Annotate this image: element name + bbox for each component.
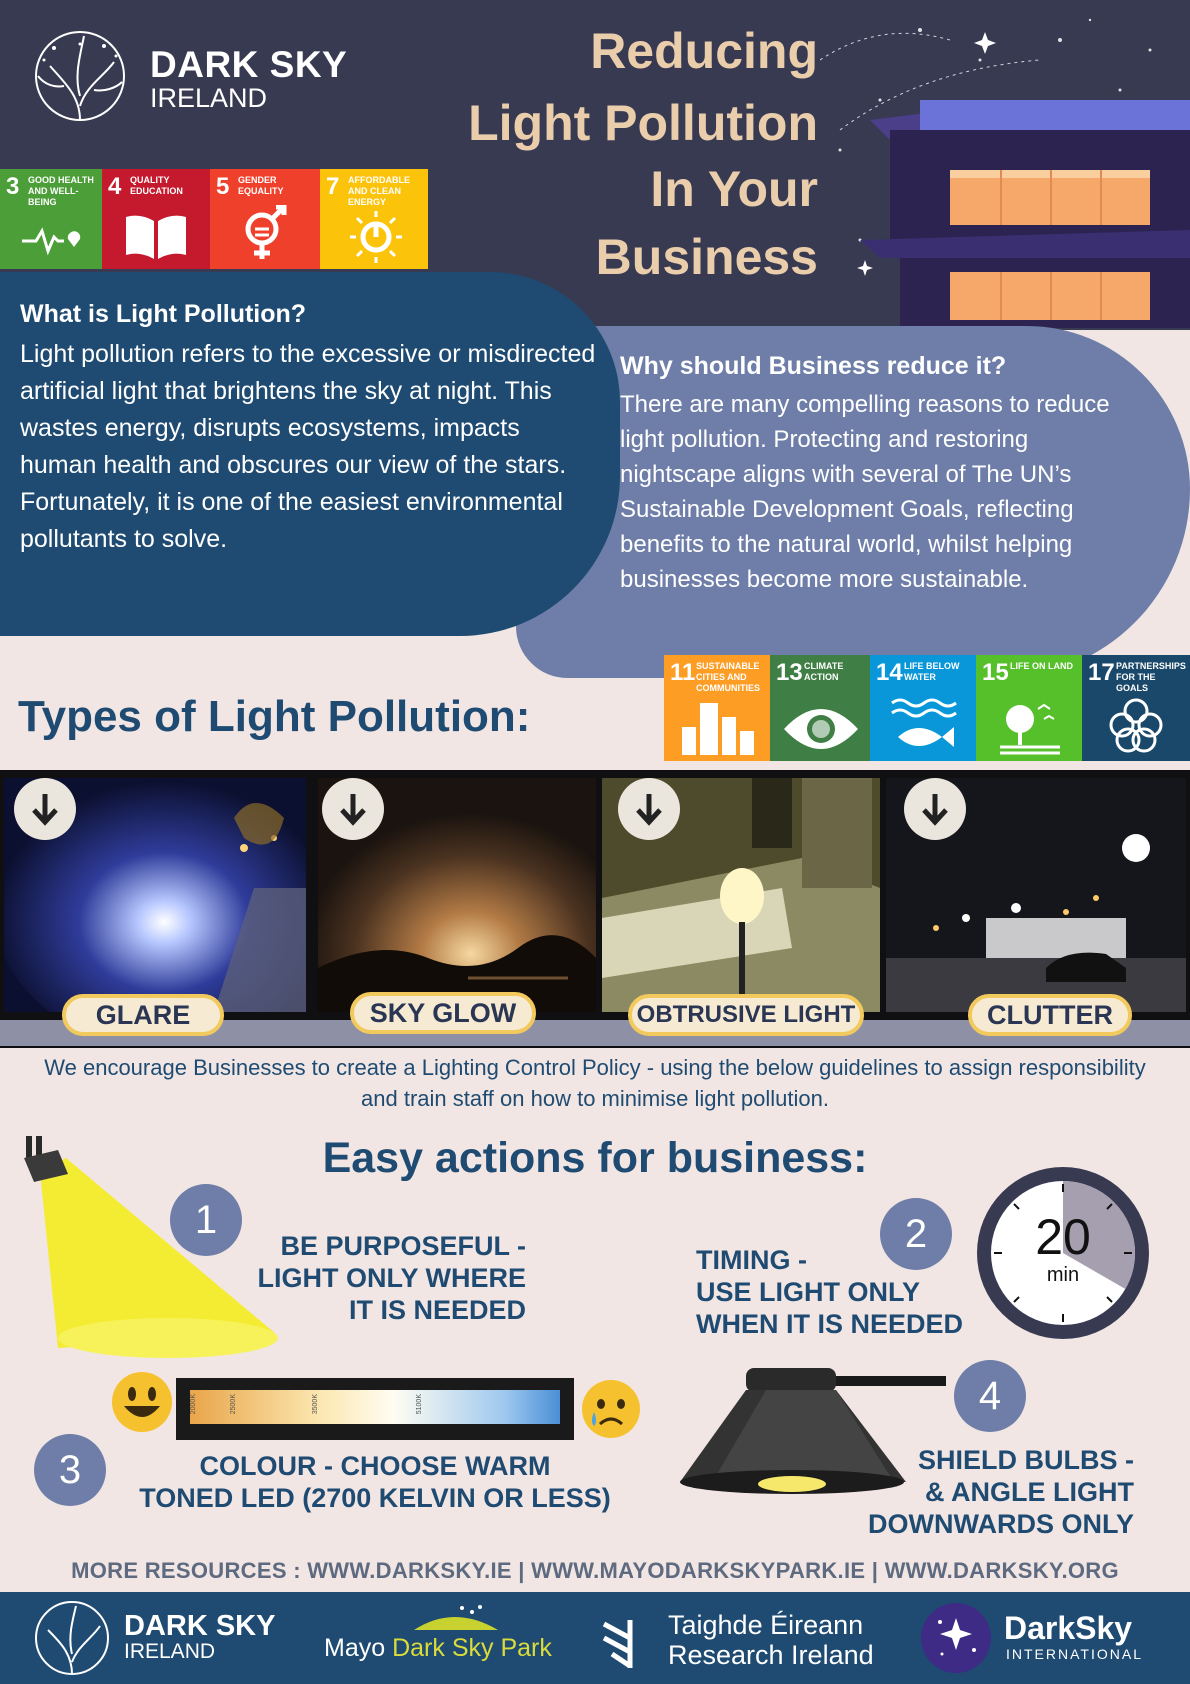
what-heading: What is Light Pollution? (20, 300, 307, 328)
city-icon (678, 697, 758, 755)
action-3-line: COLOUR - CHOOSE WARM (199, 1451, 551, 1481)
logo-name: DARK SKY (150, 44, 348, 85)
mayo-park-hill-icon (414, 1604, 498, 1632)
sdg-label: GENDER EQUALITY (238, 175, 284, 196)
sdg-number: 4 (108, 173, 122, 200)
flower-icon (1108, 697, 1164, 753)
title-line-2: Light Pollution (468, 95, 818, 151)
research-ireland-logo-icon (602, 1614, 654, 1668)
action-1-line: BE PURPOSEFUL - (280, 1231, 526, 1261)
gender-icon (238, 205, 294, 263)
footer-taighde: Taighde Éireann (668, 1610, 864, 1640)
action-2-line: TIMING - (696, 1245, 807, 1275)
action-1-line: IT IS NEEDED (348, 1295, 526, 1325)
fish-icon (888, 695, 958, 755)
why-body: There are many compelling reasons to reduce light pollution. Protecting and restoring nightscape aligns with several of The UN’s Sustainable Development Goals, reflecting benefits to the natural world, whilst helping businesses become more sustainable. (620, 391, 1110, 593)
timer-value: 20 (1035, 1209, 1091, 1265)
action-4-line: SHIELD BULBS - (918, 1445, 1134, 1475)
sdg-label: LIFE ON LAND (1010, 661, 1073, 671)
happy-face-icon (110, 1370, 174, 1434)
footer-dsi-name: DARK SKY (124, 1610, 276, 1642)
eye-globe-icon (782, 707, 860, 751)
logo-sub: IRELAND (150, 83, 268, 113)
darksky-international-logo-icon (920, 1602, 992, 1674)
tree-icon (998, 695, 1062, 755)
sdg-tile-15 (976, 655, 1082, 761)
footer-dark-sky-park-part: Dark Sky Park (392, 1634, 552, 1662)
action-1-line: LIGHT ONLY WHERE (257, 1263, 526, 1293)
dark-sky-tree-logo-icon (24, 26, 136, 130)
night-building-illustration (820, 10, 1190, 330)
glare-label: GLARE (62, 994, 224, 1036)
sdg-tile-17 (1082, 655, 1190, 761)
resources-links[interactable]: MORE RESOURCES : WWW.DARKSKY.IE | WWW.MAYODARKSKYPARK.IE | WWW.DARKSKY.ORG (71, 1558, 1119, 1583)
action-4-line: DOWNWARDS ONLY (867, 1509, 1134, 1539)
footer-mayo-part: Mayo (324, 1634, 393, 1662)
action-2-text (696, 1244, 996, 1340)
footer-mayo-park (324, 1634, 552, 1663)
action-1-text (230, 1230, 526, 1326)
sdg-label: GOOD HEALTH AND WELL-BEING (28, 175, 94, 207)
sdg-tile-11 (664, 655, 770, 761)
sdg-label: LIFE BELOW WATER (904, 661, 960, 682)
title-line-1: Reducing (590, 23, 818, 79)
action-4-text (800, 1444, 1134, 1540)
heartbeat-icon (20, 219, 84, 259)
what-body: Light pollution refers to the excessive or misdirected artificial light that brightens the sky at night. This wastes energy, disrupts ecosystems, impacts human health and obscures our view of the stars. Fortunately, it is one of the easiest environmental pollutants to solve. (20, 340, 596, 553)
action-2-line: USE LIGHT ONLY (696, 1277, 921, 1307)
footer-dsi-sub: IRELAND (124, 1640, 216, 1663)
kelvin-gradient-bar (190, 1390, 560, 1424)
action-4-line: & ANGLE LIGHT (925, 1477, 1134, 1507)
sdg-tile-4 (102, 169, 210, 269)
sdg-label: PARTNERSHIPS FOR THE GOALS (1116, 661, 1186, 693)
title-line-4: Business (595, 229, 818, 285)
title-line-3: In Your (650, 161, 818, 217)
sdg-number: 17 (1088, 659, 1115, 686)
dark-sky-ireland-footer-logo-icon (30, 1596, 114, 1680)
action-2-line: WHEN IT IS NEEDED (696, 1309, 964, 1339)
obtrusive-light-arrow-button[interactable] (618, 778, 680, 840)
sdg-number: 11 (670, 659, 696, 686)
sdg-tile-14 (870, 655, 976, 761)
sdg-label: CLIMATE ACTION (804, 661, 844, 682)
arrow-down-icon (30, 792, 60, 826)
sdg-tile-5 (210, 169, 320, 269)
action-1-number: 1 (170, 1184, 242, 1256)
book-icon (122, 211, 190, 261)
arrow-down-icon (634, 792, 664, 826)
glare-arrow-button[interactable] (14, 778, 76, 840)
timer-unit: min (1046, 1264, 1080, 1286)
sdg-number: 13 (776, 659, 803, 686)
sky-glow-label: SKY GLOW (350, 992, 536, 1034)
sdg-label: QUALITY EDUCATION (130, 175, 183, 196)
power-icon (350, 211, 402, 263)
sdg-number: 5 (216, 173, 230, 200)
sdg-tile-3 (0, 169, 102, 269)
action-3-line: TONED LED (2700 KELVIN OR LESS) (139, 1483, 611, 1513)
footer-darksky-name: DarkSky (1004, 1610, 1133, 1646)
sdg-number: 3 (6, 173, 20, 200)
sdg-tile-13 (770, 655, 870, 761)
clutter-arrow-button[interactable] (904, 778, 966, 840)
why-heading: Why should Business reduce it? (620, 352, 1007, 380)
sdg-tile-7 (320, 169, 428, 269)
actions-heading: Easy actions for business: (322, 1134, 868, 1182)
arrow-down-icon (920, 792, 950, 826)
sdg-label: AFFORDABLE AND CLEAN ENERGY (348, 175, 410, 207)
kelvin-tick: 2500K (230, 1394, 237, 1415)
action-3-text (130, 1450, 620, 1514)
sdg-number: 7 (326, 173, 340, 200)
kelvin-tick: 2000K (190, 1394, 197, 1415)
kelvin-tick: 5100K (416, 1394, 423, 1415)
footer-darksky-sub: INTERNATIONAL (1006, 1646, 1143, 1662)
action-2-number: 2 (880, 1198, 952, 1270)
arrow-down-icon (338, 792, 368, 826)
action-3-number: 3 (34, 1434, 106, 1506)
action-4-number: 4 (954, 1360, 1026, 1432)
types-heading: Types of Light Pollution: (18, 692, 531, 741)
kelvin-tick: 3500K (312, 1394, 319, 1415)
obtrusive-light-label: OBTRUSIVE LIGHT (628, 994, 864, 1036)
encourage-text: We encourage Businesses to create a Lighting Control Policy - using the below guidelines to assign responsibility and train staff on how to minimise light pollution. (44, 1055, 1146, 1111)
sdg-label: SUSTAINABLE CITIES AND COMMUNITIES (696, 661, 760, 693)
kelvin-scale (176, 1378, 574, 1440)
sad-face-icon (580, 1378, 642, 1440)
clutter-label: CLUTTER (968, 994, 1132, 1036)
sky-glow-arrow-button[interactable] (322, 778, 384, 840)
sdg-number: 14 (876, 659, 903, 686)
sdg-number: 15 (982, 659, 1009, 686)
footer-research-ireland: Research Ireland (668, 1640, 874, 1670)
